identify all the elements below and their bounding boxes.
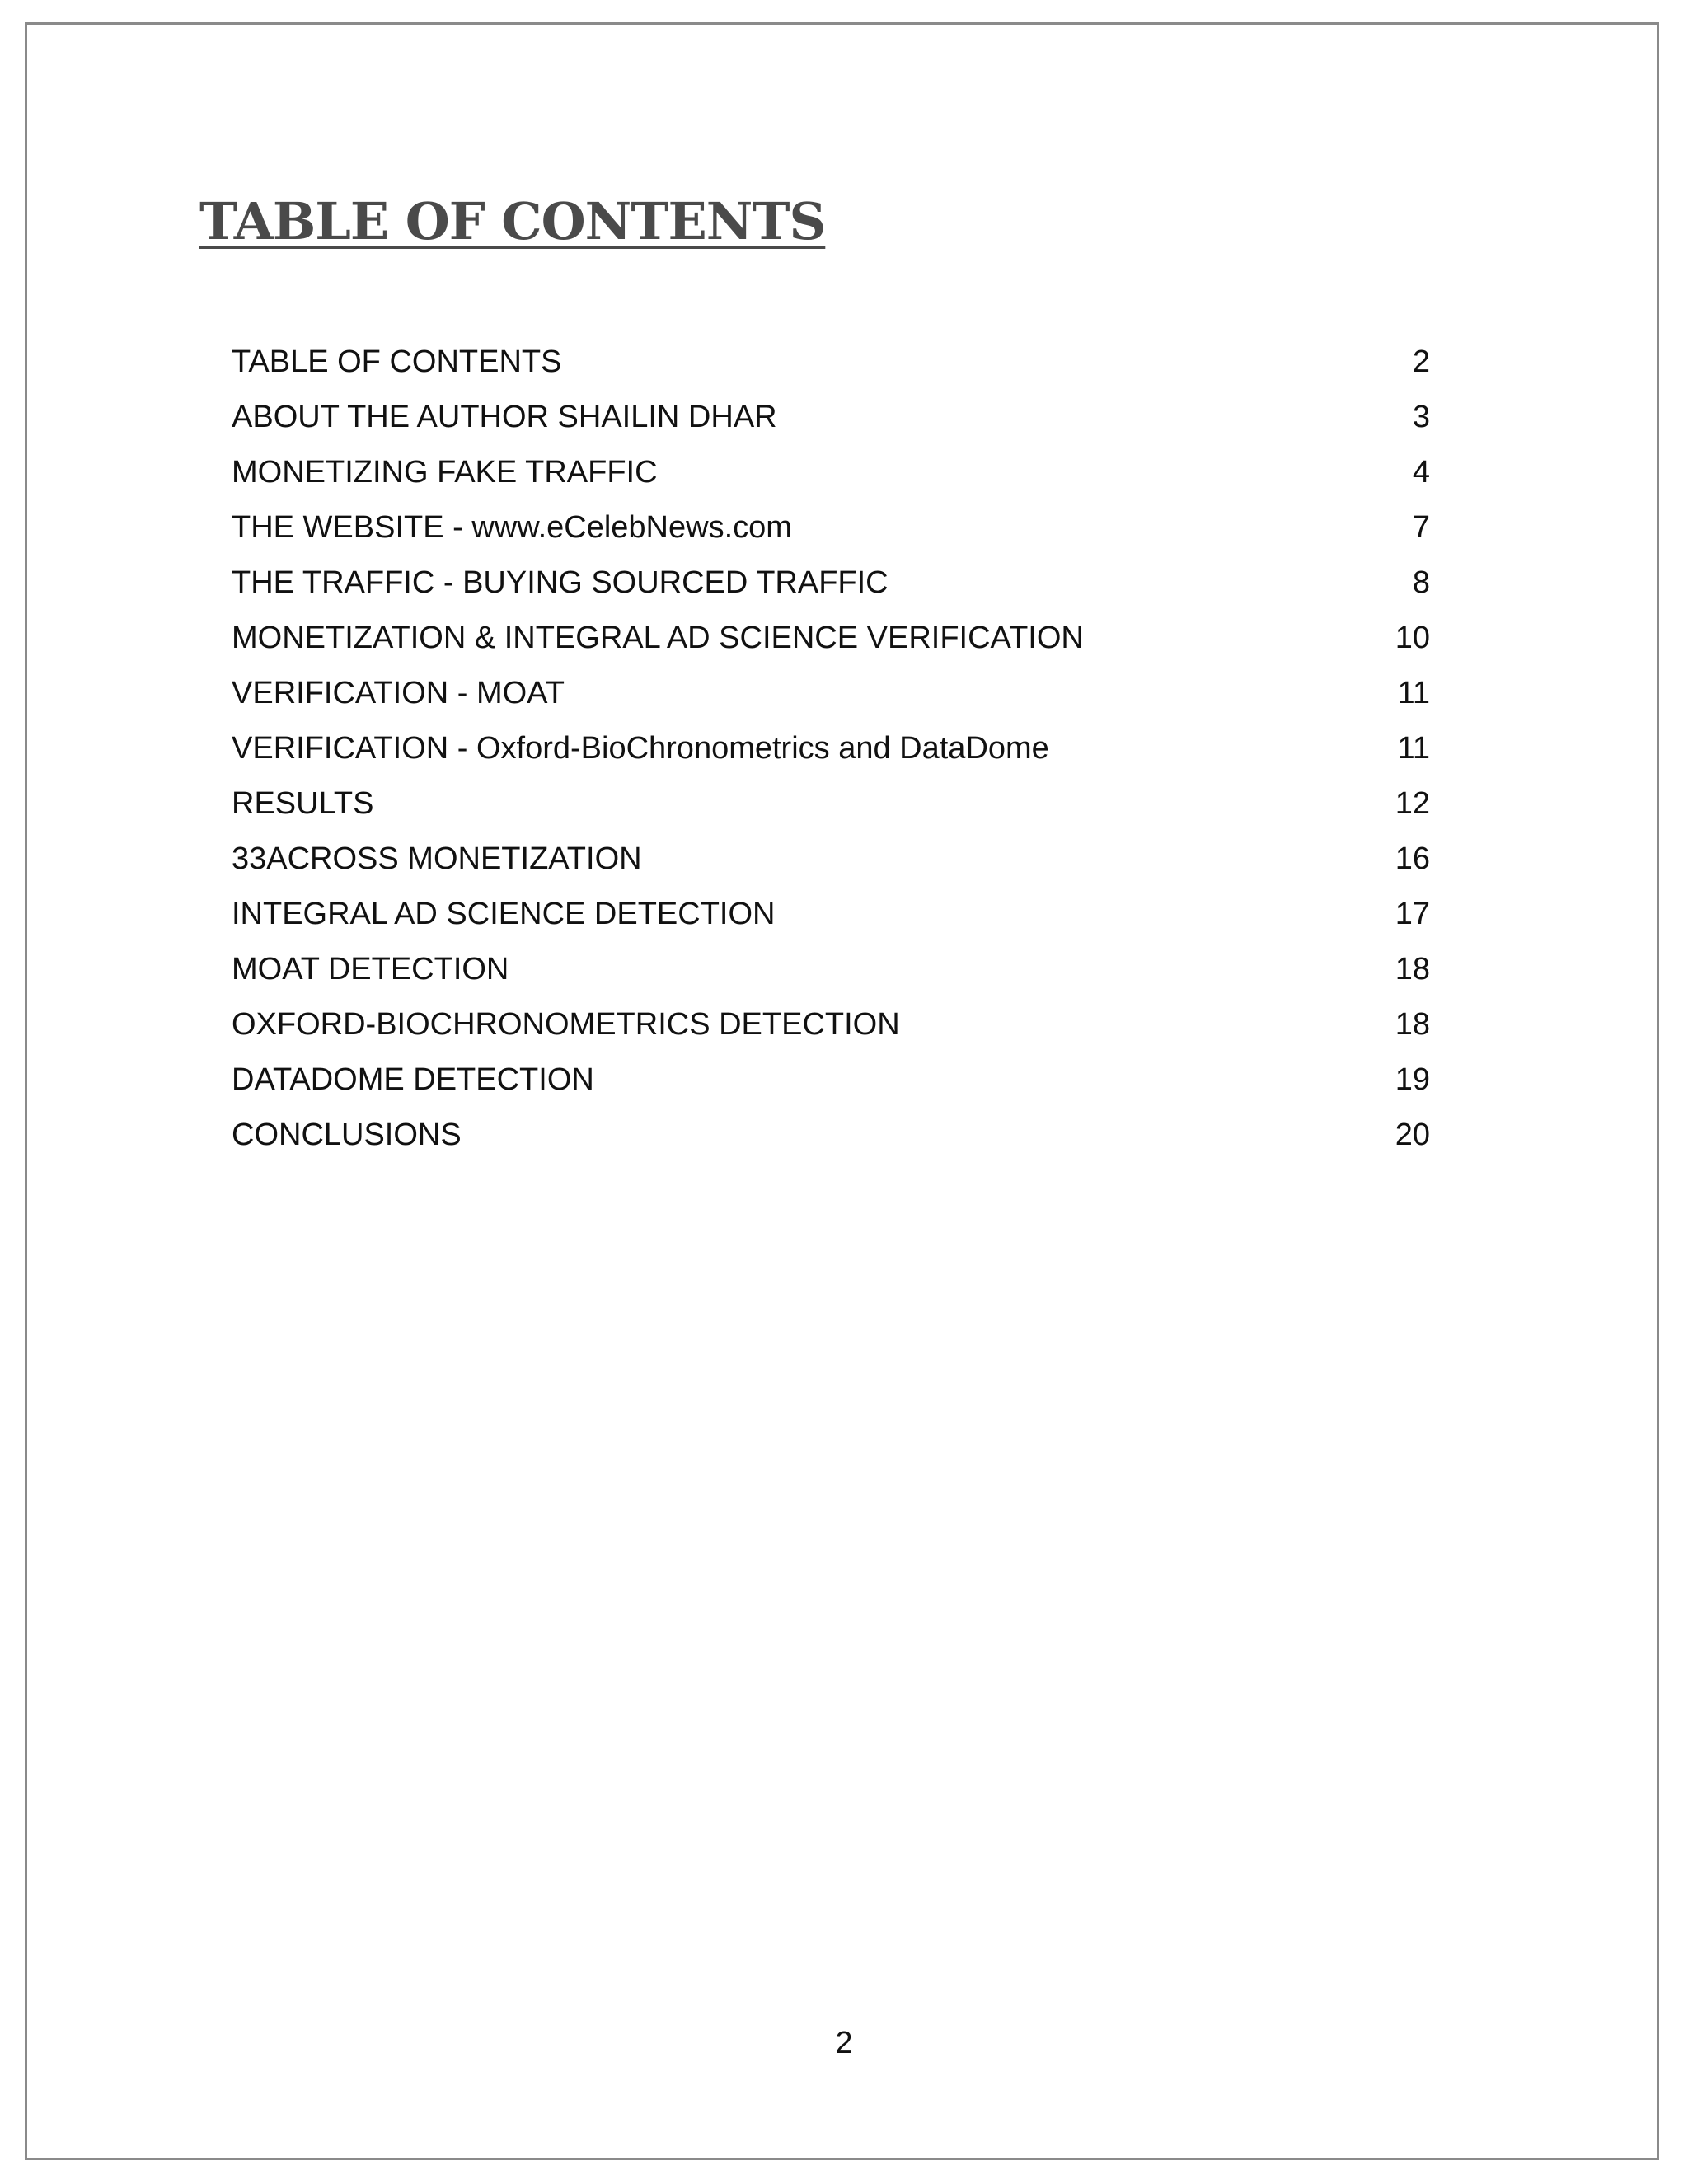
toc-entry[interactable]	[232, 565, 1430, 621]
toc-entry-page: 17	[1395, 897, 1430, 931]
toc-entry[interactable]	[232, 841, 1430, 897]
toc-entry-title: THE WEBSITE - www.eCelebNews.com	[232, 510, 792, 545]
toc-entry-title: OXFORD-BIOCHRONOMETRICS DETECTION	[232, 1007, 900, 1042]
toc-entry-page: 2	[1412, 344, 1430, 379]
toc-entry-page: 20	[1395, 1118, 1430, 1152]
toc-entry[interactable]	[232, 455, 1430, 510]
page-title: TABLE OF CONTENTS	[199, 191, 826, 251]
toc-entry[interactable]	[232, 676, 1430, 731]
toc-entry-title: TABLE OF CONTENTS	[232, 344, 562, 379]
toc-entry-title: MONETIZING FAKE TRAFFIC	[232, 455, 658, 490]
toc-entry-page: 12	[1395, 786, 1430, 821]
toc-entry-title: CONCLUSIONS	[232, 1118, 462, 1152]
toc-entry-title: MOAT DETECTION	[232, 952, 509, 987]
toc-entry[interactable]	[232, 952, 1430, 1007]
toc-entry-page: 11	[1397, 676, 1430, 710]
toc-entry-title: THE TRAFFIC - BUYING SOURCED TRAFFIC	[232, 565, 889, 600]
toc-entry-page: 3	[1412, 400, 1430, 434]
toc-entry[interactable]	[232, 1118, 1430, 1173]
toc-entry-page: 8	[1412, 565, 1430, 600]
toc-entry[interactable]	[232, 400, 1430, 455]
toc-entry-title: 33ACROSS MONETIZATION	[232, 841, 642, 876]
toc-entry-title: DATADOME DETECTION	[232, 1062, 594, 1097]
toc-entry-title: ABOUT THE AUTHOR SHAILIN DHAR	[232, 400, 777, 434]
toc-entry-page: 18	[1395, 952, 1430, 987]
toc-entry-page: 19	[1395, 1062, 1430, 1097]
toc-entry-title: RESULTS	[232, 786, 374, 821]
toc-entry-title: MONETIZATION & INTEGRAL AD SCIENCE VERIFICATION	[232, 621, 1084, 655]
toc-entry[interactable]	[232, 344, 1430, 400]
toc-entry-page: 16	[1395, 841, 1430, 876]
toc-entry[interactable]	[232, 621, 1430, 676]
toc-entry-title: VERIFICATION - Oxford-BioChronometrics and DataDome	[232, 731, 1049, 766]
toc-entry[interactable]	[232, 510, 1430, 565]
toc-entry-page: 18	[1395, 1007, 1430, 1042]
toc-entry-title: VERIFICATION - MOAT	[232, 676, 565, 710]
toc-entry-page: 4	[1412, 455, 1430, 490]
toc-entry[interactable]	[232, 1062, 1430, 1118]
toc-list	[232, 344, 1430, 1173]
toc-entry[interactable]	[232, 1007, 1430, 1062]
toc-entry-page: 7	[1412, 510, 1430, 545]
toc-entry[interactable]	[232, 786, 1430, 841]
toc-entry[interactable]	[232, 897, 1430, 952]
page-number: 2	[835, 2026, 853, 2060]
toc-entry-title: INTEGRAL AD SCIENCE DETECTION	[232, 897, 776, 931]
toc-entry-page: 10	[1395, 621, 1430, 655]
toc-entry-page: 11	[1397, 731, 1430, 766]
toc-entry[interactable]	[232, 731, 1430, 786]
